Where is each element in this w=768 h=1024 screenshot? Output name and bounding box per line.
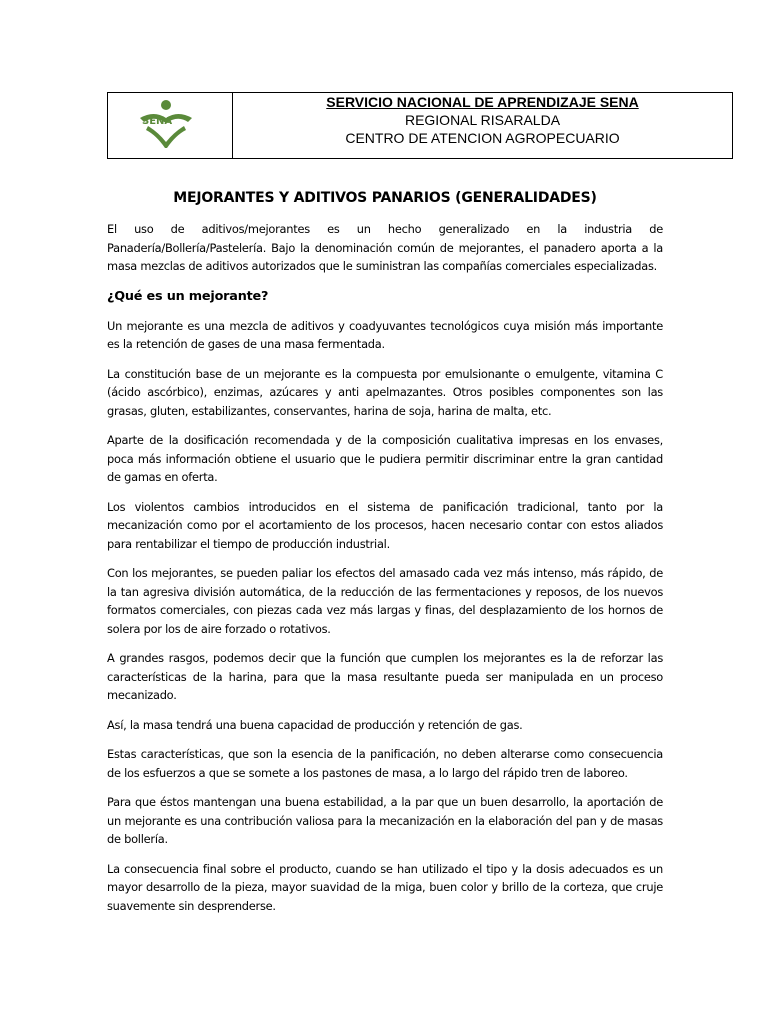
paragraph: Con los mejorantes, se pueden paliar los efectos del amasado cada vez más intenso, más rápido, de la tan agresiva división automática, de la reducción de las fermentaciones y reposos, de los nuevos formatos comerciales, con piezas cada vez más largas y finas, del desplazamiento de los hornos de solera por los de aire forzado o rotativos. bbox=[107, 566, 663, 636]
paragraph: A grandes rasgos, podemos decir que la función que cumplen los mejorantes es la de reforzar las características de la harina, para que la masa resultante pueda ser manipulada en un proceso mecanizado. bbox=[107, 651, 663, 702]
section-heading: ¿Qué es un mejorante? bbox=[107, 288, 269, 304]
regional-name: REGIONAL RISARALDA bbox=[404, 112, 561, 128]
logo-text: SENA bbox=[142, 116, 173, 127]
paragraph: Un mejorante es una mezcla de aditivos y coadyuvantes tecnológicos cuya misión más importante es la retención de gases de una masa fermentada. bbox=[107, 318, 663, 351]
logo-cell bbox=[108, 93, 233, 158]
header-table bbox=[107, 92, 733, 159]
center-name: CENTRO DE ATENCION AGROPECUARIO bbox=[345, 130, 620, 146]
paragraph: La constitución base de un mejorante es la compuesta por emulsionante o emulgente, vitamina C (ácido ascórbico), enzimas, azúcares y anti apelmazantes. Otros posibles componentes son las grasas, gluten, estabilizantes, conservantes, harina de soja, harina de malta, etc. bbox=[107, 366, 663, 418]
paragraph: Así, la masa tendrá una buena capacidad de producción y retención de gas. bbox=[107, 717, 523, 732]
organization-name: SERVICIO NACIONAL DE APRENDIZAJE SENA bbox=[326, 94, 639, 110]
paragraph-intro: El uso de aditivos/mejorantes es un hecho generalizado en la industria de Panadería/Bollería/Pastelería. Bajo la denominación común de mejorantes, el panadero aporta a la masa mezclas de aditivos autorizados que le suministran las compañías comerciales especializadas. bbox=[107, 222, 663, 273]
document-body bbox=[107, 188, 663, 926]
paragraph: Para que éstos mantengan una buena estabilidad, a la par que un buen desarrollo, la aportación de un mejorante es una contribución valiosa para la mecanización en la elaboración del pan y de masas de bollería. bbox=[107, 795, 663, 846]
header-text bbox=[233, 93, 732, 158]
paragraph: La consecuencia final sobre el producto, cuando se han utilizado el tipo y la dosis adecuados es un mayor desarrollo de la pieza, mayor suavidad de la miga, buen color y brillo de la corteza, que cruje suavemente sin desprenderse. bbox=[107, 861, 663, 913]
paragraph: Aparte de la dosificación recomendada y de la composición cualitativa impresas en los envases, poca más información obtiene el usuario que le pudiera permitir discriminar entre la gran cantidad de gamas en oferta. bbox=[107, 433, 663, 484]
sena-logo bbox=[134, 98, 198, 154]
paragraph: Los violentos cambios introducidos en el sistema de panificación tradicional, tanto por la mecanización como por el acortamiento de los procesos, hacen necesario contar con estos aliados para rentabilizar el tiempo de producción industrial. bbox=[107, 499, 663, 551]
paragraph: Estas características, que son la esencia de la panificación, no deben alterarse como consecuencia de los esfuerzos a que se somete a los pastones de masa, a lo largo del rápido tren de laboreo. bbox=[107, 747, 663, 780]
document-title: MEJORANTES Y ADITIVOS PANARIOS (GENERALIDADES) bbox=[173, 190, 597, 206]
